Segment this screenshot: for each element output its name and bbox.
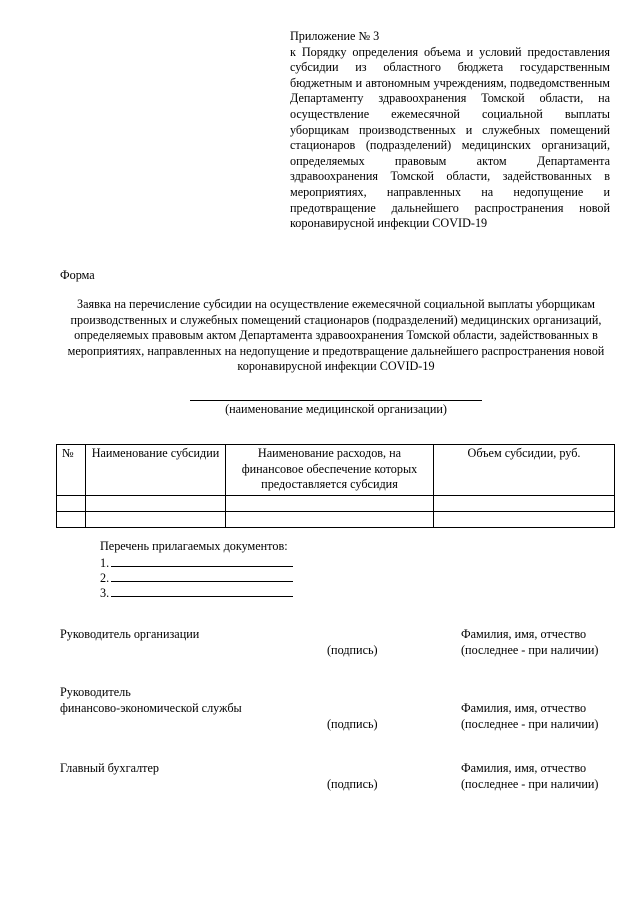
table-cell [57,495,86,511]
table-cell [86,511,226,527]
documents-heading: Перечень прилагаемых документов: [100,539,288,553]
appendix-body: к Порядку определения объема и условий предоставления субсидии из областного бюджета государственным бюджетным и автономным учреждениям, подведомственным Департаменту здравоохранения Томской области, на осуществление ежемесячной социальной выплаты уборщикам производственных и служебных помещений стационаров (подразделений) медицинских организаций, определяемых правовым актом Департамента здравоохранения Томской области, задействованных в мероприятиях, направленных на недопущение и предотвращение дальнейшего распространения новой коронавирусной инфекции COVID-19 [290,44,610,231]
table-cell [57,511,86,527]
table-cell [434,495,615,511]
document-item [100,585,293,602]
document-item-number: 3. [100,586,110,600]
col-header-number: № [57,445,86,496]
col-header-expenses: Наименование расходов, на финансовое обеспечение которых предоставляется субсидия [226,445,434,496]
table-header-row [57,445,615,496]
table-cell [86,495,226,511]
fio-caption: Фамилия, имя, отчество [461,627,587,641]
table-cell [226,495,434,511]
fio-caption: Фамилия, имя, отчество [461,701,587,715]
signature-caption: (подпись) [327,717,378,731]
signature-caption: (подпись) [327,643,378,657]
signature-caption: (подпись) [327,777,378,791]
fio-note: (последнее - при наличии) [461,777,599,791]
org-name-line [190,400,482,401]
col-header-subsidy-name: Наименование субсидии [86,445,226,496]
signatory-finance-line2: финансово-экономической службы [60,701,242,715]
appendix-block [290,29,610,232]
document-item-blank [111,585,293,597]
table-row [57,495,615,511]
org-name-caption: (наименование медицинской организации) [225,402,447,416]
table-cell [226,511,434,527]
fio-note: (последнее - при наличии) [461,643,599,657]
fio-caption: Фамилия, имя, отчество [461,761,587,775]
appendix-number: Приложение № 3 [290,29,380,43]
document-item-blank [111,555,293,567]
document-item-number: 1. [100,556,110,570]
signatory-head: Руководитель организации [60,627,200,641]
document-item-number: 2. [100,571,110,585]
document-item-blank [111,570,293,582]
signatory-finance-line1: Руководитель [60,685,131,699]
subsidy-table [56,444,615,528]
signatory-chief-accountant: Главный бухгалтер [60,761,160,775]
fio-note: (последнее - при наличии) [461,717,599,731]
table-row [57,511,615,527]
table-cell [434,511,615,527]
form-label: Форма [60,268,95,282]
document-title: Заявка на перечисление субсидии на осуществление ежемесячной социальной выплаты уборщикам производственных и служебных помещений стационаров (подразделений) медицинских организаций, определяемых правовым актом Департамента здравоохранения Томской области, задействованных в мероприятиях, направленных на недопущение и предотвращение дальнейшего распространения новой коронавирусной инфекции COVID-19 [67,297,605,374]
col-header-amount: Объем субсидии, руб. [434,445,615,496]
